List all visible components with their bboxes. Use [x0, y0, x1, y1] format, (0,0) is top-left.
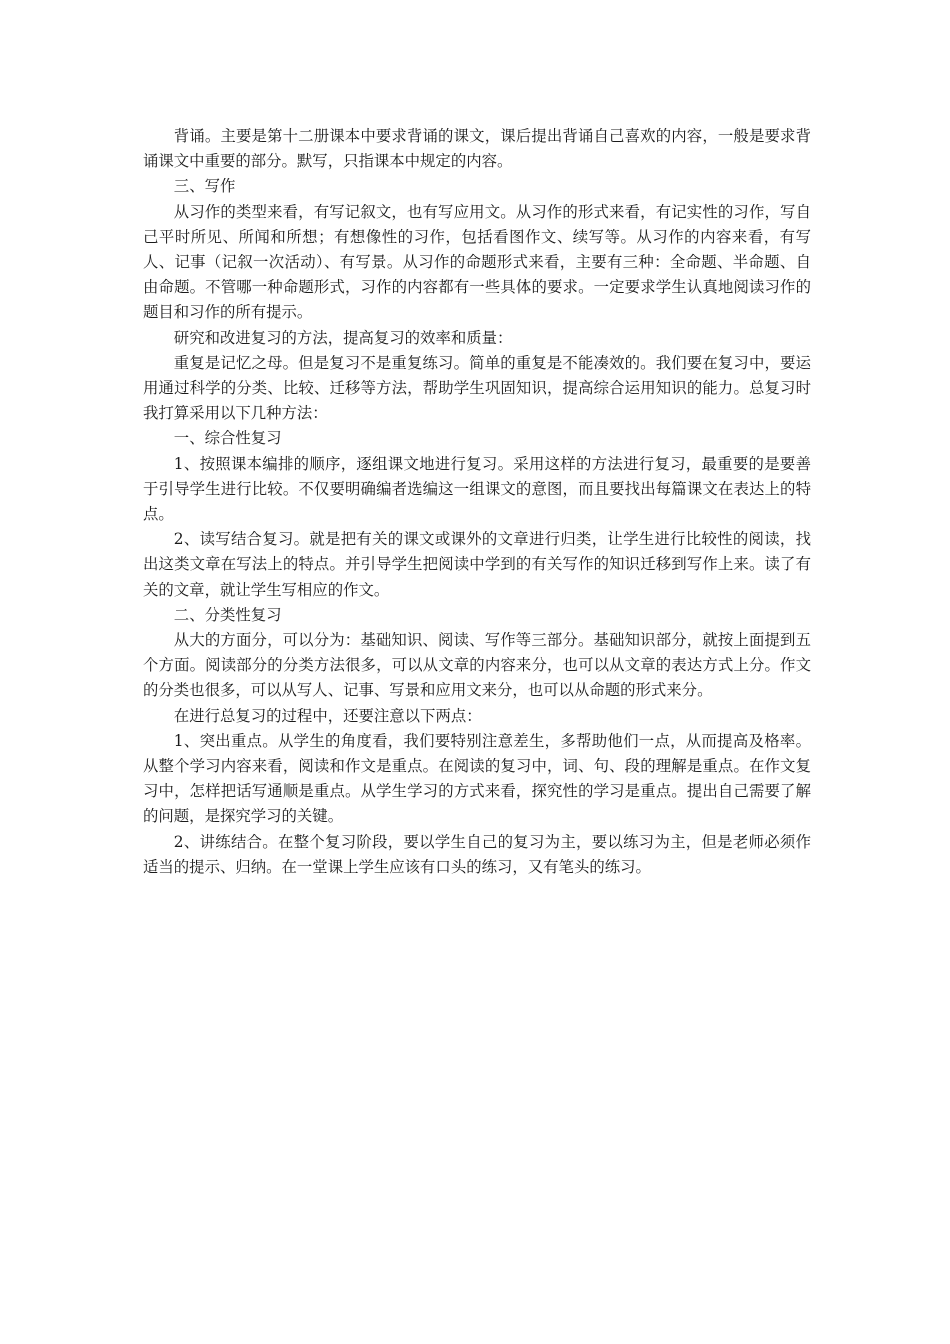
heading-comprehensive-review: 一、综合性复习 — [173, 429, 282, 448]
paragraph-point-1: 1、突出重点。从学生的角度看，我们要特别注意差生，多帮助他们一点，从而提高及格率。从整个学习内容来看，阅读和作文是重点。在阅读的复习中，词、句、段的理解是重点。在作文复习中，怎样把话写通顺是重点。从学生学习的方式来看，探究性的学习是重点。提出自己需要了解的问题，是探究学习的关键。 — [143, 731, 811, 826]
heading-categorized-review: 二、分类性复习 — [173, 605, 282, 624]
heading-writing: 三、写作 — [173, 177, 236, 196]
paragraph-review-methods-intro: 研究和改进复习的方法，提高复习的效率和质量： — [173, 328, 513, 347]
paragraph-comprehensive-2: 2、读写结合复习。就是把有关的课文或课外的文章进行归类，让学生进行比较性的阅读，找出这类文章在写法上的特点。并引导学生把阅读中学到的有关写作的知识迁移到写作上来。读了有关的文章，就让学生写相应的作文。 — [143, 530, 811, 599]
paragraph-two-points-intro: 在进行总复习的过程中，还要注意以下两点： — [173, 706, 482, 725]
paragraph-writing-types: 从习作的类型来看，有写记叙文，也有写应用文。从习作的形式来看，有记实性的习作，写自己平时所见、所闻和所想；有想像性的习作，包括看图作文、续写等。从习作的内容来看，有写人、记事（记叙一次活动）、有写景。从习作的命题形式来看，主要有三种：全命题、半命题、自由命题。不管哪一种命题形式，习作的内容都有一些具体的要求。一定要求学生认真地阅读习作的题目和习作的所有提示。 — [143, 202, 811, 322]
paragraph-repetition: 重复是记忆之母。但是复习不是重复练习。简单的重复是不能凑效的。我们要在复习中，要运用通过科学的分类、比较、迁移等方法，帮助学生巩固知识，提高综合运用知识的能力。总复习时我打算采用以下几种方法： — [143, 353, 811, 423]
document-body — [143, 124, 811, 880]
paragraph-recitation: 背诵。主要是第十二册课本中要求背诵的课文，课后提出背诵自己喜欢的内容，一般是要求背诵课文中重要的部分。默写，只指课本中规定的内容。 — [143, 127, 811, 171]
paragraph-comprehensive-1: 1、按照课本编排的顺序，逐组课文地进行复习。采用这样的方法进行复习，最重要的是要善于引导学生进行比较。不仅要明确编者选编这一组课文的意图，而且要找出每篇课文在表达上的特点。 — [143, 454, 811, 524]
paragraph-point-2: 2、讲练结合。在整个复习阶段，要以学生自己的复习为主，要以练习为主，但是老师必须作适当的提示、归纳。在一堂课上学生应该有口头的练习，又有笔头的练习。 — [143, 832, 811, 876]
paragraph-categorized: 从大的方面分，可以分为：基础知识、阅读、写作等三部分。基础知识部分，就按上面提到五个方面。阅读部分的分类方法很多，可以从文章的内容来分，也可以从文章的表达方式上分。作文的分类也很多，可以从写人、记事、写景和应用文来分，也可以从命题的形式来分。 — [143, 631, 811, 700]
